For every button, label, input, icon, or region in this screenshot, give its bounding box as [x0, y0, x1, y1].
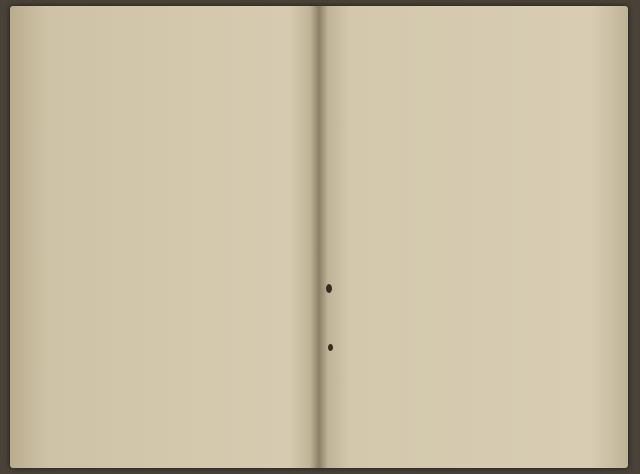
ink-stain: [326, 284, 332, 293]
ink-stain: [328, 344, 333, 351]
right-page-text: [343, 46, 605, 416]
left-page: [10, 6, 319, 468]
book-spread: [10, 6, 628, 468]
right-page: [319, 6, 628, 468]
left-page-text: [38, 46, 296, 416]
